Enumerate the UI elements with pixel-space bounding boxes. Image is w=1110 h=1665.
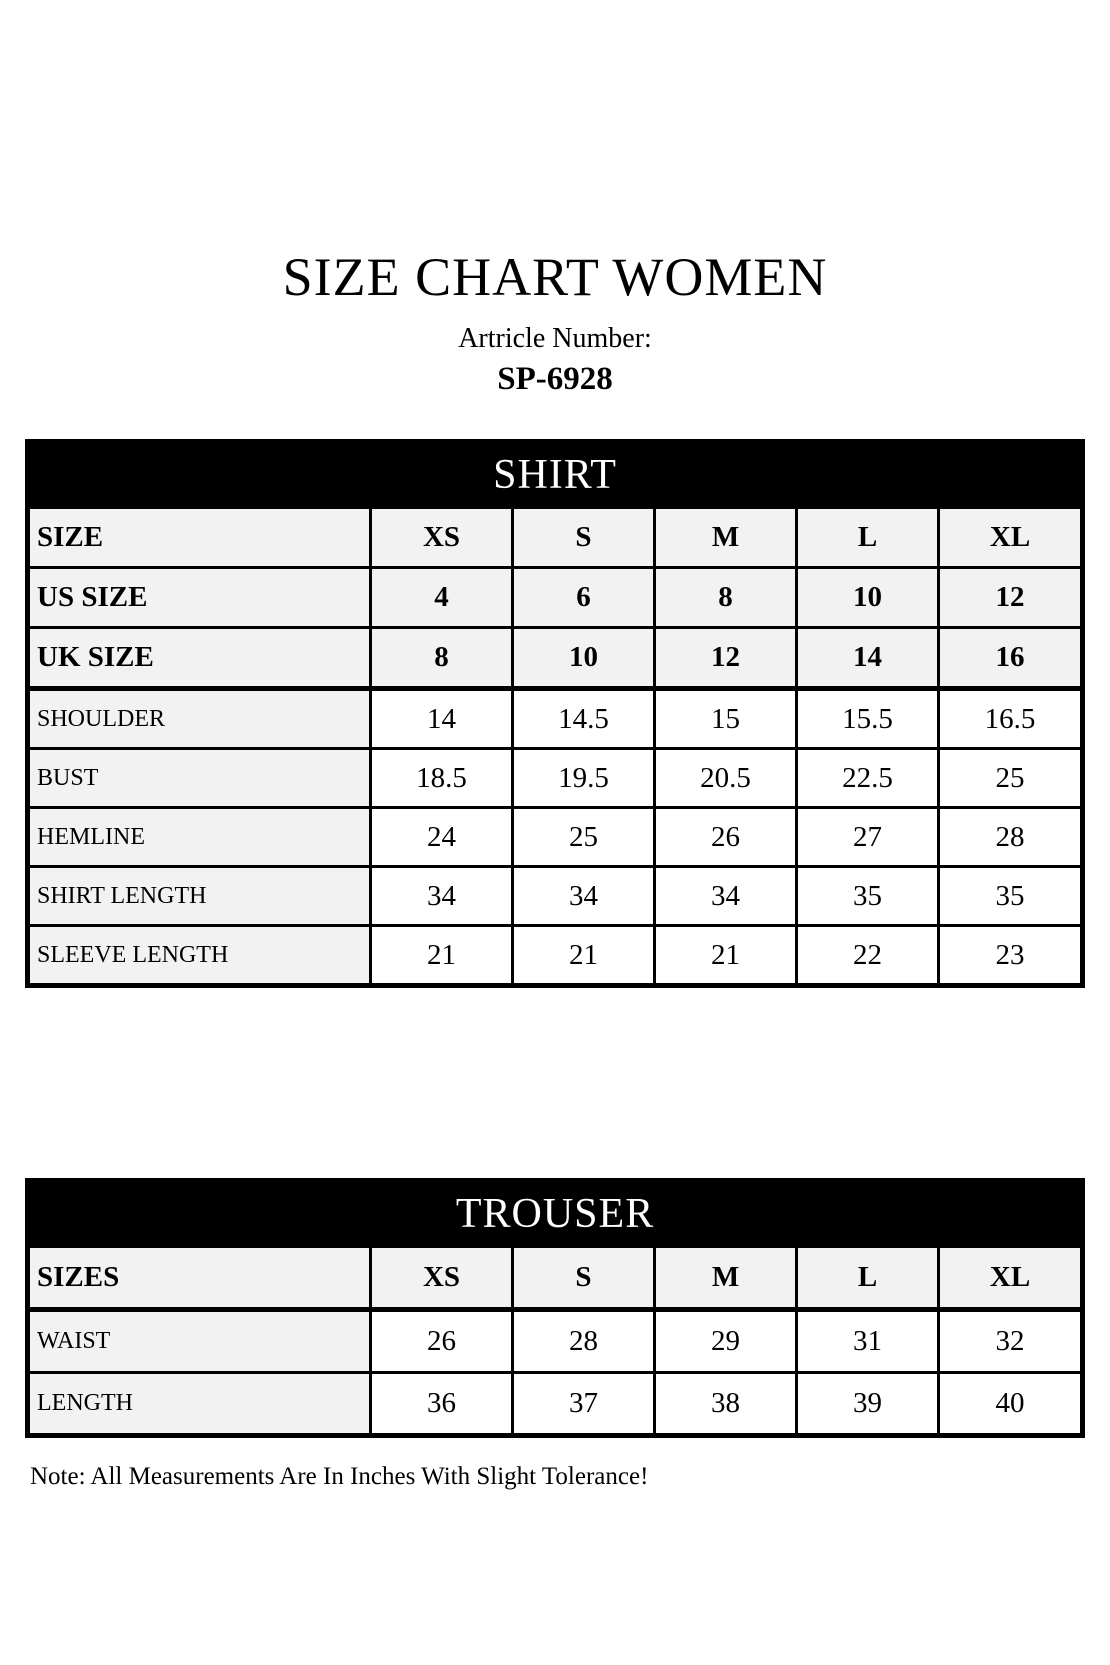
measurement-note: Note: All Measurements Are In Inches With Slight Tolerance! (30, 1463, 649, 1491)
size-value-cell: XL (939, 1247, 1083, 1310)
measure-value-cell: 27 (797, 808, 939, 867)
uk-size-row-label: UK SIZE (28, 628, 371, 689)
sizes-row-label: SIZES (28, 1247, 371, 1310)
measure-value-cell: 16.5 (939, 689, 1083, 749)
measure-value-cell: 21 (371, 926, 513, 986)
measure-row-label: WAIST (28, 1310, 371, 1373)
measure-value-cell: 20.5 (655, 749, 797, 808)
size-value-cell: M (655, 508, 797, 568)
table-row (28, 628, 1083, 689)
measure-value-cell: 18.5 (371, 749, 513, 808)
table-row (28, 568, 1083, 628)
measure-value-cell: 35 (939, 867, 1083, 926)
table-row (28, 926, 1083, 986)
article-number-label: Artricle Number: (458, 323, 652, 354)
measure-value-cell: 25 (513, 808, 655, 867)
page-title: SIZE CHART WOMEN (282, 247, 828, 307)
measure-row-label: BUST (28, 749, 371, 808)
table-row (28, 1247, 1083, 1310)
measure-value-cell: 14.5 (513, 689, 655, 749)
size-value-cell: 10 (797, 568, 939, 628)
size-value-cell: 10 (513, 628, 655, 689)
table-row (28, 1373, 1083, 1436)
size-value-cell: 12 (939, 568, 1083, 628)
table-row (28, 508, 1083, 568)
measure-value-cell: 32 (939, 1310, 1083, 1373)
measure-value-cell: 25 (939, 749, 1083, 808)
size-row-label: SIZE (28, 508, 371, 568)
measure-value-cell: 31 (797, 1310, 939, 1373)
trouser-table-title: TROUSER (28, 1181, 1083, 1247)
trouser-table-title-row (28, 1181, 1083, 1247)
measure-value-cell: 29 (655, 1310, 797, 1373)
size-value-cell: M (655, 1247, 797, 1310)
size-value-cell: XS (371, 508, 513, 568)
size-value-cell: XS (371, 1247, 513, 1310)
size-value-cell: 12 (655, 628, 797, 689)
size-value-cell: 8 (371, 628, 513, 689)
size-value-cell: 8 (655, 568, 797, 628)
size-value-cell: S (513, 1247, 655, 1310)
size-value-cell: 16 (939, 628, 1083, 689)
size-value-cell: 6 (513, 568, 655, 628)
measure-value-cell: 22 (797, 926, 939, 986)
table-row (28, 867, 1083, 926)
measure-value-cell: 28 (939, 808, 1083, 867)
table-row (28, 808, 1083, 867)
measure-value-cell: 34 (513, 867, 655, 926)
measure-value-cell: 14 (371, 689, 513, 749)
measure-row-label: SLEEVE LENGTH (28, 926, 371, 986)
measure-value-cell: 39 (797, 1373, 939, 1436)
size-value-cell: L (797, 1247, 939, 1310)
trouser-size-table (25, 1178, 1085, 1438)
measure-value-cell: 22.5 (797, 749, 939, 808)
measure-value-cell: 28 (513, 1310, 655, 1373)
measure-value-cell: 23 (939, 926, 1083, 986)
measure-row-label: SHIRT LENGTH (28, 867, 371, 926)
measure-value-cell: 36 (371, 1373, 513, 1436)
size-value-cell: S (513, 508, 655, 568)
measure-row-label: HEMLINE (28, 808, 371, 867)
measure-value-cell: 19.5 (513, 749, 655, 808)
table-row (28, 689, 1083, 749)
measure-value-cell: 26 (371, 1310, 513, 1373)
measure-row-label: LENGTH (28, 1373, 371, 1436)
size-value-cell: 4 (371, 568, 513, 628)
table-row (28, 749, 1083, 808)
shirt-size-table (25, 439, 1085, 988)
measure-value-cell: 40 (939, 1373, 1083, 1436)
measure-value-cell: 15 (655, 689, 797, 749)
measure-value-cell: 34 (655, 867, 797, 926)
measure-value-cell: 26 (655, 808, 797, 867)
us-size-row-label: US SIZE (28, 568, 371, 628)
size-value-cell: L (797, 508, 939, 568)
measure-value-cell: 15.5 (797, 689, 939, 749)
measure-value-cell: 21 (655, 926, 797, 986)
shirt-table-title: SHIRT (28, 442, 1083, 508)
measure-value-cell: 24 (371, 808, 513, 867)
measure-value-cell: 34 (371, 867, 513, 926)
shirt-table-title-row (28, 442, 1083, 508)
size-value-cell: XL (939, 508, 1083, 568)
measure-value-cell: 37 (513, 1373, 655, 1436)
article-number-value: SP-6928 (497, 360, 613, 397)
table-row (28, 1310, 1083, 1373)
measure-value-cell: 21 (513, 926, 655, 986)
size-value-cell: 14 (797, 628, 939, 689)
measure-value-cell: 38 (655, 1373, 797, 1436)
measure-value-cell: 35 (797, 867, 939, 926)
measure-row-label: SHOULDER (28, 689, 371, 749)
